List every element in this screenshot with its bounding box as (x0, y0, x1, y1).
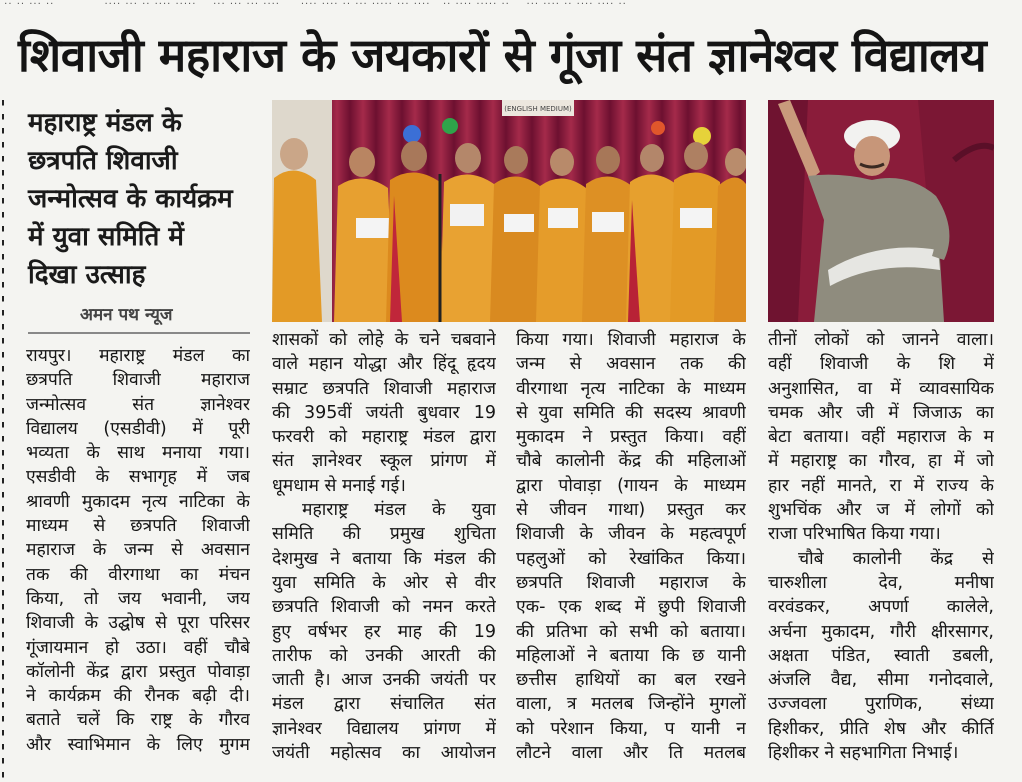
column-line: अंजलि वैद्य, सीमा गनोदवाले, (768, 670, 994, 691)
column-line: राजा परिभाषित किया गया। (768, 524, 941, 545)
column-line: जन्मोत्सव संत ज्ञानेश्वर (26, 394, 250, 415)
subheadline-line: दिखा उत्साह (28, 260, 146, 290)
column-line: से जीवन गाथा) प्रस्तुत कर (516, 500, 746, 521)
article-column-1 (26, 344, 250, 757)
subheadline (28, 104, 260, 294)
column-line: अनुशासित, वा में व्यावसायिक (768, 378, 994, 399)
column-line: तारीफ को उनकी आरती की (272, 645, 496, 666)
column-line: वीरगाथा नृत्य नाटिका के माध्यम (516, 378, 746, 399)
column-line: लौटने वाला और ति मतलब (516, 743, 746, 764)
column-line: देशमुख ने बताया कि मंडल की (272, 548, 496, 569)
column-line: ने कार्यक्रम की रौनक बढ़ी दी। (26, 686, 250, 707)
column-line: हिशीकर ने सहभागिता निभाई। (768, 743, 959, 764)
column-line: तीनों लोकों को जानने वाला। (768, 330, 994, 350)
column-line: पहलुओं को रेखांकित किया। (516, 548, 746, 569)
column-line: फरवरी को महाराष्ट्र मंडल द्वारा (272, 427, 496, 448)
column-divider-dots (2, 100, 8, 780)
column-line: हुए वर्षभर हर माह की 19 (272, 621, 496, 642)
column-line: चौबे कालोनी केंद्र की महिलाओं (516, 451, 746, 472)
column-line: विद्यालय (एसडीवी) में पूरी (26, 418, 250, 439)
column-line: वाला, त्र मतलब जिन्होंने मुगलों (516, 694, 746, 715)
column-line: चारुशीला देव, मनीषा (768, 572, 994, 593)
column-line: माध्यम से छत्रपति शिवाजी (26, 516, 250, 537)
column-line: शुभचिंक और ज में लोगों को (768, 500, 994, 521)
byline: अमन पथ न्यूज (80, 305, 173, 325)
column-line: श्रावणी मुकादम नृत्य नाटिका के (26, 491, 250, 512)
column-line: बताते चलें कि राष्ट्र के गौरव (26, 710, 250, 731)
subheadline-line: छत्रपति शिवाजी (28, 146, 178, 176)
column-line: जयंती महोत्सव का आयोजन (272, 743, 496, 764)
column-line: द्वारा पोवाड़ा (गायन के माध्यम (516, 475, 746, 496)
performer-illustration (768, 100, 994, 322)
article-column-3 (516, 328, 746, 765)
column-line: युवा समिति के ओर से वीर (272, 572, 496, 593)
subheadline-line: जन्मोत्सव के कार्यक्रम (28, 184, 233, 214)
column-line: चमक और जी में जिजाऊ का (768, 402, 994, 423)
subheadline-line: में युवा समिति में (28, 222, 184, 252)
column-line: वरवंडकर, अपर्णा कालेले, (768, 597, 994, 618)
banner-text: (ENGLISH MEDIUM) (504, 105, 572, 113)
column-line: अक्षता पंडित, स्वाती डबली, (768, 645, 994, 666)
headline: शिवाजी महाराज के जयकारों से गूंजा संत ज्ञानेश्वर विद्यालय (18, 28, 987, 82)
column-line: शासकों को लोहे के चने चबवाने (272, 330, 496, 350)
column-line: रायपुर। महाराष्ट्र मंडल का (26, 346, 250, 366)
column-line: चौबे कालोनी केंद्र से (798, 548, 994, 569)
subheadline-line: महाराष्ट्र मंडल के (28, 108, 182, 138)
column-line: महाराष्ट्र मंडल के युवा (302, 500, 496, 521)
byline-divider (28, 332, 250, 334)
column-line: की 395वीं जयंती बुधवार 19 (272, 402, 496, 423)
column-line: हार नहीं मानते, रा में राज्य के (768, 475, 994, 496)
column-line: सम्राट छत्रपति शिवाजी महाराज (272, 378, 496, 399)
column-line: धूमधाम से मनाई गई। (272, 475, 406, 496)
column-line: जाती है। आज उनकी जयंती पर (272, 670, 496, 691)
column-line: एक- एक शब्द में छुपी शिवाजी (516, 597, 746, 618)
photo-shivaji-performer (768, 100, 994, 322)
column-line: मुकादम ने प्रस्तुत किया। वहीं (516, 427, 746, 448)
column-line: हिशीकर, प्रीति शेष और कीर्ति (768, 718, 994, 739)
column-line: महाराज के जन्म से अवसान (26, 540, 250, 561)
column-line: मंडल द्वारा संचालित संत (272, 694, 496, 715)
column-line: तक की वीरगाथा का मंचन (26, 564, 250, 585)
article-column-4 (768, 328, 994, 765)
column-line: गूंजायमान हो उठा। वहीं चौबे (26, 637, 250, 658)
column-line: भव्यता के साथ मनाया गया। (26, 443, 250, 464)
column-line: उज्जवला पुराणिक, संध्या (768, 694, 994, 715)
column-line: को परेशान किया, प यानी न (516, 718, 746, 739)
photo-group-singing (272, 100, 746, 322)
column-line: छत्रपति शिवाजी महाराज (26, 370, 250, 391)
column-line: महिलाओं ने बताया कि छ यानी (516, 645, 746, 666)
column-line: जन्म से अवसान तक की (516, 354, 746, 375)
column-line: संत ज्ञानेश्वर स्कूल प्रांगण में (272, 451, 496, 472)
column-line: किया गया। शिवाजी महाराज के (516, 330, 746, 350)
column-line: अर्चना मुकादम, गौरी क्षीरसागर, (768, 621, 994, 642)
column-line: कॉलोनी केंद्र द्वारा प्रस्तुत पोवाड़ा (26, 661, 250, 682)
article-column-2 (272, 328, 496, 765)
column-line: शिवाजी के उद्घोष से पूरा परिसर (26, 613, 250, 634)
column-line: एसडीवी के सभागृह में जब (26, 467, 250, 488)
column-line: छत्रपति शिवाजी महाराज के (516, 572, 746, 593)
column-line: की प्रतिभा को सभी को बताया। (516, 621, 746, 642)
column-line: वहीं शिवाजी के शि में (768, 354, 994, 375)
column-line: छत्तीस हाथियों का बल रखने (516, 670, 746, 691)
column-line: ज्ञानेश्वर विद्यालय प्रांगण में (272, 718, 496, 739)
column-line: समिति की प्रमुख शुचिता (272, 524, 496, 545)
previous-article-strip: ·· ·· ··· ·· ···· ··· ·· ···· ····· ··· ··· ··· ···· ···· ···· ·· ··· ····· ··· ···· ·· ···· ····· ·· ··· ···· ·· ···· ···· ·· (0, 0, 627, 10)
column-line: में महाराष्ट्र का गौरव, हा में जो (768, 451, 994, 472)
column-line: छत्रपति शिवाजी को नमन करते (272, 597, 496, 618)
singers-illustration (272, 100, 746, 322)
column-line: वाले महान योद्धा और हिंदू हृदय (272, 354, 496, 375)
column-line: बेटा बताया। वहीं महाराज के म (768, 427, 994, 448)
column-line: से युवा समिति की सदस्य श्रावणी (516, 402, 746, 423)
column-line: शिवाजी के जीवन के महत्वपूर्ण (516, 524, 746, 545)
column-line: और स्वाभिमान के लिए मुगम (26, 734, 250, 755)
column-line: किया, तो जय भवानी, जय (26, 588, 250, 609)
